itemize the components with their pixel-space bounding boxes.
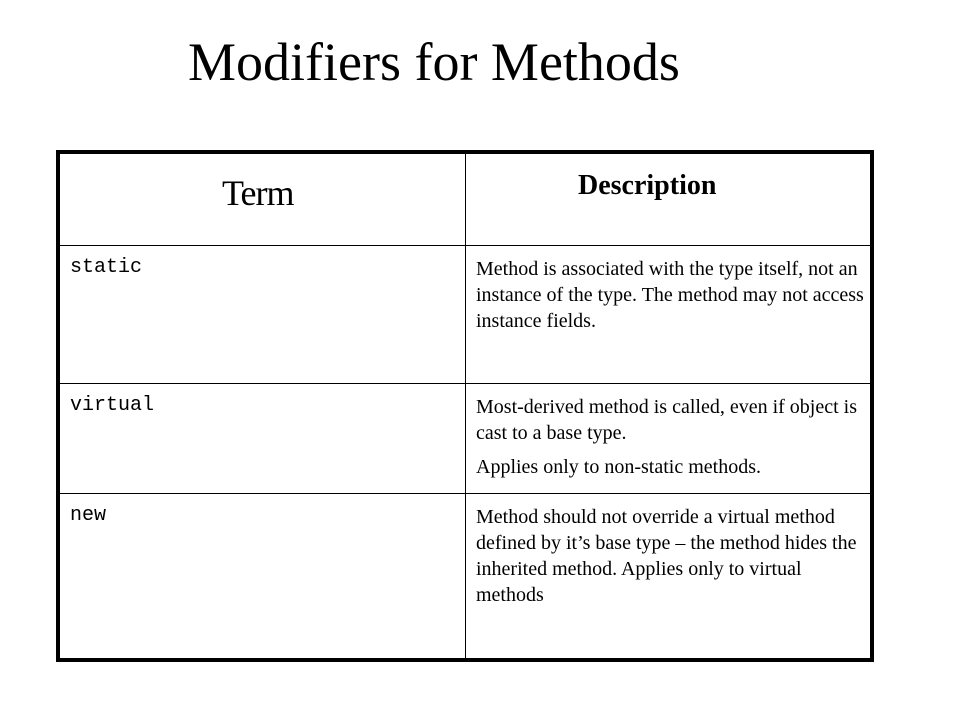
term-cell: new <box>60 494 466 659</box>
table-row <box>60 384 871 494</box>
description-column-header: Description <box>466 154 871 246</box>
description-text: Applies only to non-static methods. <box>476 456 761 478</box>
table-row <box>60 246 871 384</box>
modifiers-table <box>56 150 874 662</box>
description-cell <box>466 494 871 659</box>
description-text: Method is associated with the type itself, not an instance of the type. The method may not access instance fields. <box>476 258 864 332</box>
table-row <box>60 494 871 659</box>
modifiers-table-grid <box>59 153 871 659</box>
description-cell <box>466 246 871 384</box>
slide-title: Modifiers for Methods <box>188 32 680 92</box>
term-column-header: Term <box>60 154 466 246</box>
term-cell: static <box>60 246 466 384</box>
description-cell <box>466 384 871 494</box>
table-header-row <box>60 154 871 246</box>
term-cell: virtual <box>60 384 466 494</box>
description-text: Method should not override a virtual method defined by it’s base type – the method hides the inherited method. Applies only to virtual methods <box>476 506 857 606</box>
description-text: Most-derived method is called, even if object is cast to a base type. <box>476 396 858 444</box>
